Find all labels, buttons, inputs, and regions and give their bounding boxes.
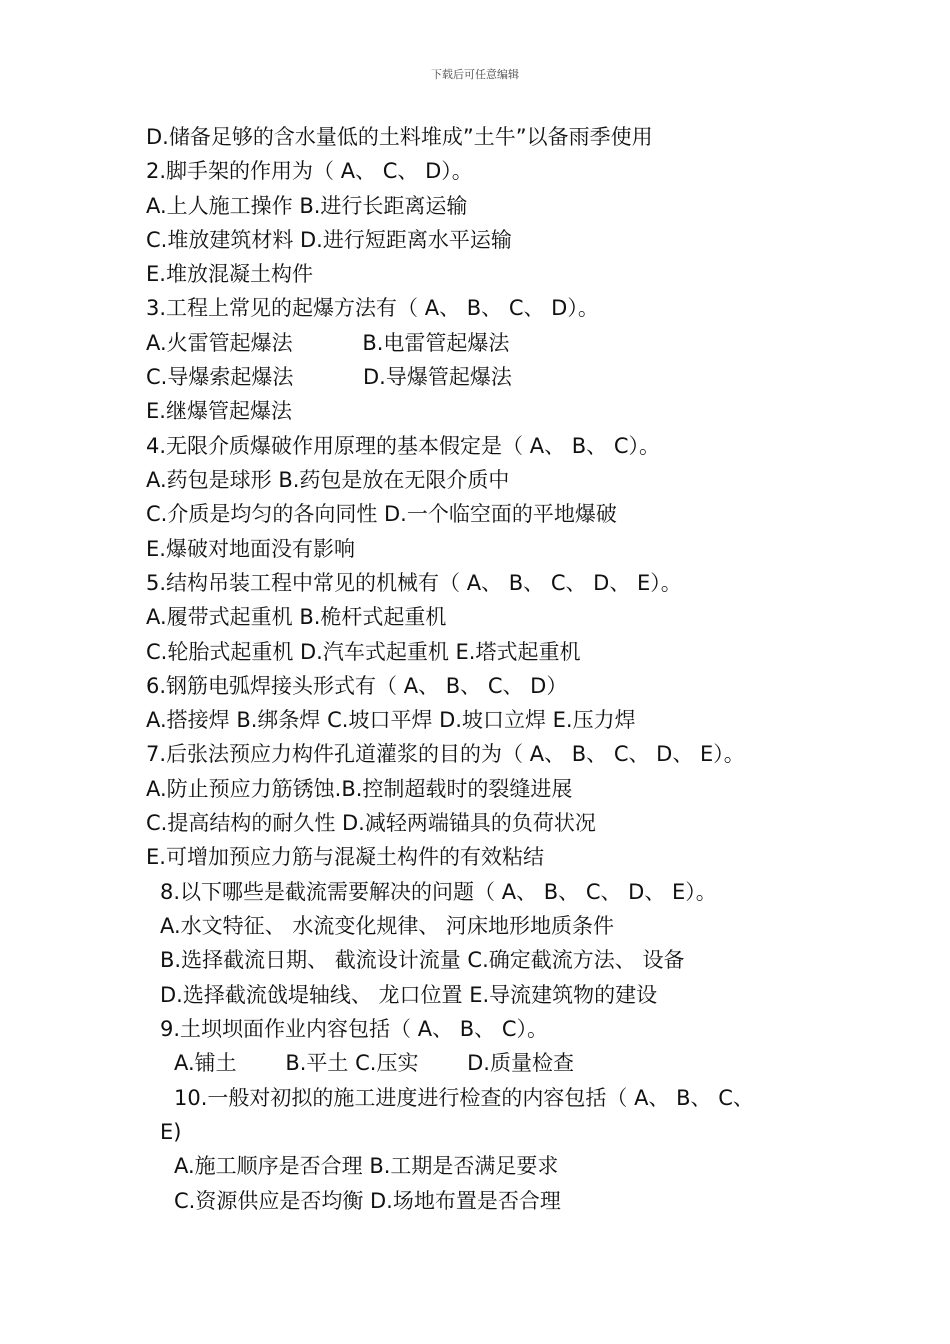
text-line: A.火雷管起爆法 B.电雷管起爆法	[146, 331, 510, 355]
text-line: E)	[160, 1120, 182, 1144]
question-2: 2.脚手架的作用为（ A、 C、 D）。	[146, 159, 473, 183]
text-line: A.防止预应力筋锈蚀.B.控制超载时的裂缝进展	[146, 777, 573, 801]
question-4: 4.无限介质爆破作用原理的基本假定是（ A、 B、 C）。	[146, 434, 660, 458]
text-line: C.资源供应是否均衡 D.场地布置是否合理	[174, 1189, 561, 1213]
text-line: C.导爆索起爆法 D.导爆管起爆法	[146, 365, 512, 389]
text-line: C.介质是均匀的各向同性 D.一个临空面的平地爆破	[146, 502, 617, 526]
text-line: C.堆放建筑材料 D.进行短距离水平运输	[146, 228, 512, 252]
question-9: 9.土坝坝面作业内容包括（ A、 B、 C）。	[160, 1017, 548, 1041]
text-line: A.履带式起重机 B.桅杆式起重机	[146, 605, 447, 629]
text-line: A.搭接焊 B.绑条焊 C.坡口平焊 D.坡口立焊 E.压力焊	[146, 708, 636, 732]
text-line: B.选择截流日期、 截流设计流量 C.确定截流方法、 设备	[160, 948, 685, 972]
page-header: 下载后可任意编辑	[431, 68, 519, 81]
text-line: A.上人施工操作 B.进行长距离运输	[146, 194, 468, 218]
text-line: A.施工顺序是否合理 B.工期是否满足要求	[174, 1154, 559, 1178]
text-line: C.轮胎式起重机 D.汽车式起重机 E.塔式起重机	[146, 640, 581, 664]
text-line: E.堆放混凝土构件	[146, 262, 313, 286]
text-line: D.储备足够的含水量低的土料堆成”土牛”以备雨季使用	[146, 125, 653, 149]
text-line: E.爆破对地面没有影响	[146, 537, 355, 561]
text-line: A.铺土 B.平土 C.压实 D.质量检查	[174, 1051, 574, 1075]
question-5: 5.结构吊装工程中常见的机械有（ A、 B、 C、 D、 E）。	[146, 571, 682, 595]
question-6: 6.钢筋电弧焊接头形式有（ A、 B、 C、 D）	[146, 674, 568, 698]
text-line: A.水文特征、 水流变化规律、 河床地形地质条件	[160, 914, 615, 938]
text-line: A.药包是球形 B.药包是放在无限介质中	[146, 468, 510, 492]
text-line: D.选择截流戗堤轴线、 龙口位置 E.导流建筑物的建设	[160, 983, 658, 1007]
text-line: E.可增加预应力筋与混凝土构件的有效粘结	[146, 845, 544, 869]
question-10: 10.一般对初拟的施工进度进行检查的内容包括（ A、 B、 C、	[174, 1086, 754, 1110]
text-line: E.继爆管起爆法	[146, 399, 292, 423]
question-8: 8.以下哪些是截流需要解决的问题（ A、 B、 C、 D、 E）。	[160, 880, 717, 904]
question-7: 7.后张法预应力构件孔道灌浆的目的为（ A、 B、 C、 D、 E）。	[146, 742, 745, 766]
question-3: 3.工程上常见的起爆方法有（ A、 B、 C、 D）。	[146, 296, 599, 320]
text-line: C.提高结构的耐久性 D.减轻两端锚具的负荷状况	[146, 811, 596, 835]
